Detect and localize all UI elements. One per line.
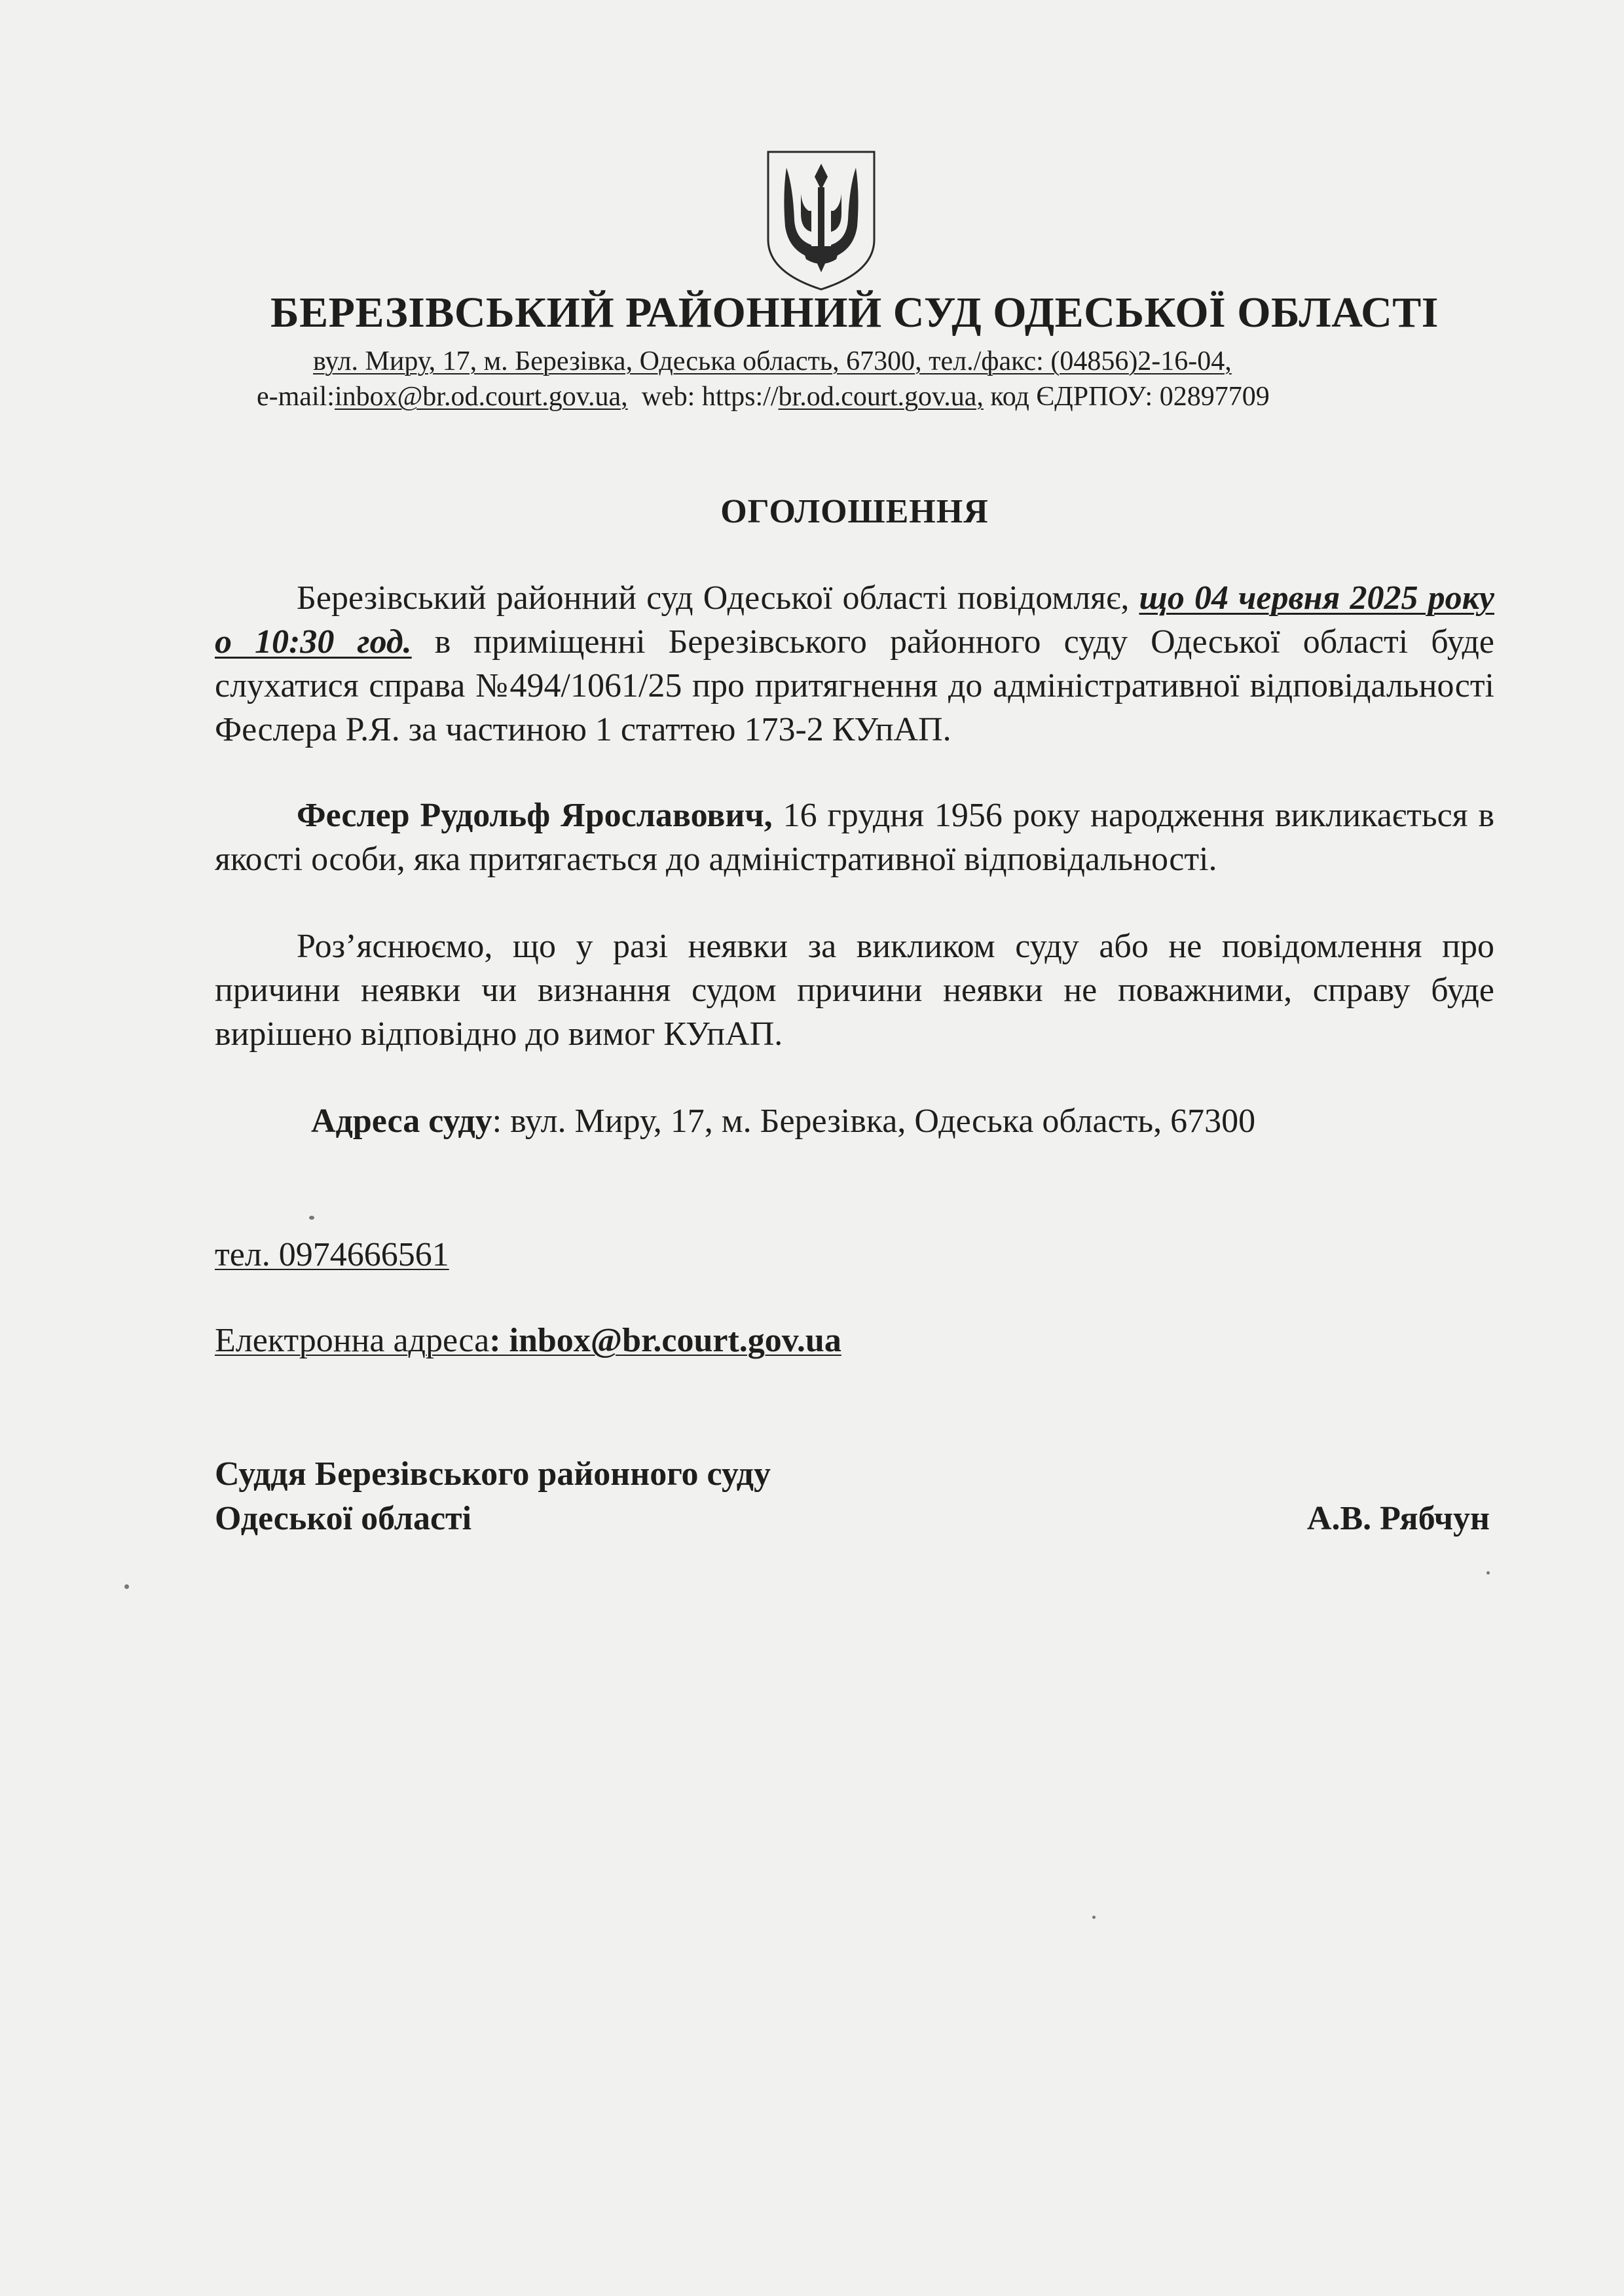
edrpou-code: код ЄДРПОУ: 02897709 xyxy=(983,382,1270,412)
court-address-label: Адреса суду xyxy=(311,1102,492,1140)
court-web-link[interactable]: br.od.court.gov.ua, xyxy=(778,382,984,412)
announcement-case-text: в приміщенні Березівського районного суду Одеської області буде слухатися справа №494/1061/25 про притягнення до адміністративної відповідальності Феслера Р.Я. за частиною 1 статтею 173-2 КУпАП. xyxy=(215,623,1494,748)
announcement-paragraph xyxy=(215,576,1494,752)
trident-coat-of-arms-icon xyxy=(763,148,879,293)
court-name-heading: БЕРЕЗІВСЬКИЙ РАЙОННИЙ СУД ОДЕСЬКОЇ ОБЛАСТІ xyxy=(270,289,1439,337)
court-address xyxy=(311,1102,1255,1140)
summons-text: 16 грудня 1956 року народження викликається в якості особи, яка притягається до адміністративної відповідальності. xyxy=(215,797,1494,878)
electronic-address xyxy=(215,1321,841,1360)
document-title: ОГОЛОШЕННЯ xyxy=(720,493,989,530)
electronic-address-value[interactable]: : inbox@br.court.gov.ua xyxy=(489,1322,841,1359)
email-prefix: e-mail: xyxy=(257,382,335,412)
hearing-date-time: що 04 червня 2025 року о 10:30 год. xyxy=(215,579,1495,661)
scan-speck xyxy=(124,1584,129,1589)
court-address-value: : вул. Миру, 17, м. Березівка, Одеська область, 67300 xyxy=(492,1102,1256,1140)
clarification-paragraph: Роз’яснюємо, що у разі неявки за викликом суду або не повідомлення про причини неявки чи визнання судом причини неявки не поважними, справу буде вирішено відповідно до вимог КУпАП. xyxy=(215,928,1494,1053)
court-contacts-line xyxy=(257,381,1270,412)
scan-speck xyxy=(1486,1571,1490,1575)
scan-speck xyxy=(1092,1916,1096,1919)
scan-speck xyxy=(309,1216,314,1220)
judge-position-line1: Суддя Березівського районного суду xyxy=(215,1455,771,1493)
court-address-line: вул. Миру, 17, м. Березівка, Одеська область, 67300, тел./факс: (04856)2-16-04, xyxy=(313,346,1232,376)
defendant-name: Феслер Рудольф Ярославович, xyxy=(297,797,773,834)
phone-number: тел. 0974666561 xyxy=(215,1236,449,1273)
court-email-link[interactable]: inbox@br.od.court.gov.ua, xyxy=(334,382,628,412)
judge-name: А.В. Рябчун xyxy=(1306,1500,1490,1537)
electronic-address-label: Електронна адреса xyxy=(215,1322,490,1359)
judge-position-line2: Одеської області xyxy=(215,1500,472,1537)
summons-paragraph xyxy=(215,793,1494,881)
announcement-intro: Березівський районний суд Одеської області повідомляє, xyxy=(297,579,1139,617)
web-prefix: web: https:// xyxy=(627,382,779,412)
